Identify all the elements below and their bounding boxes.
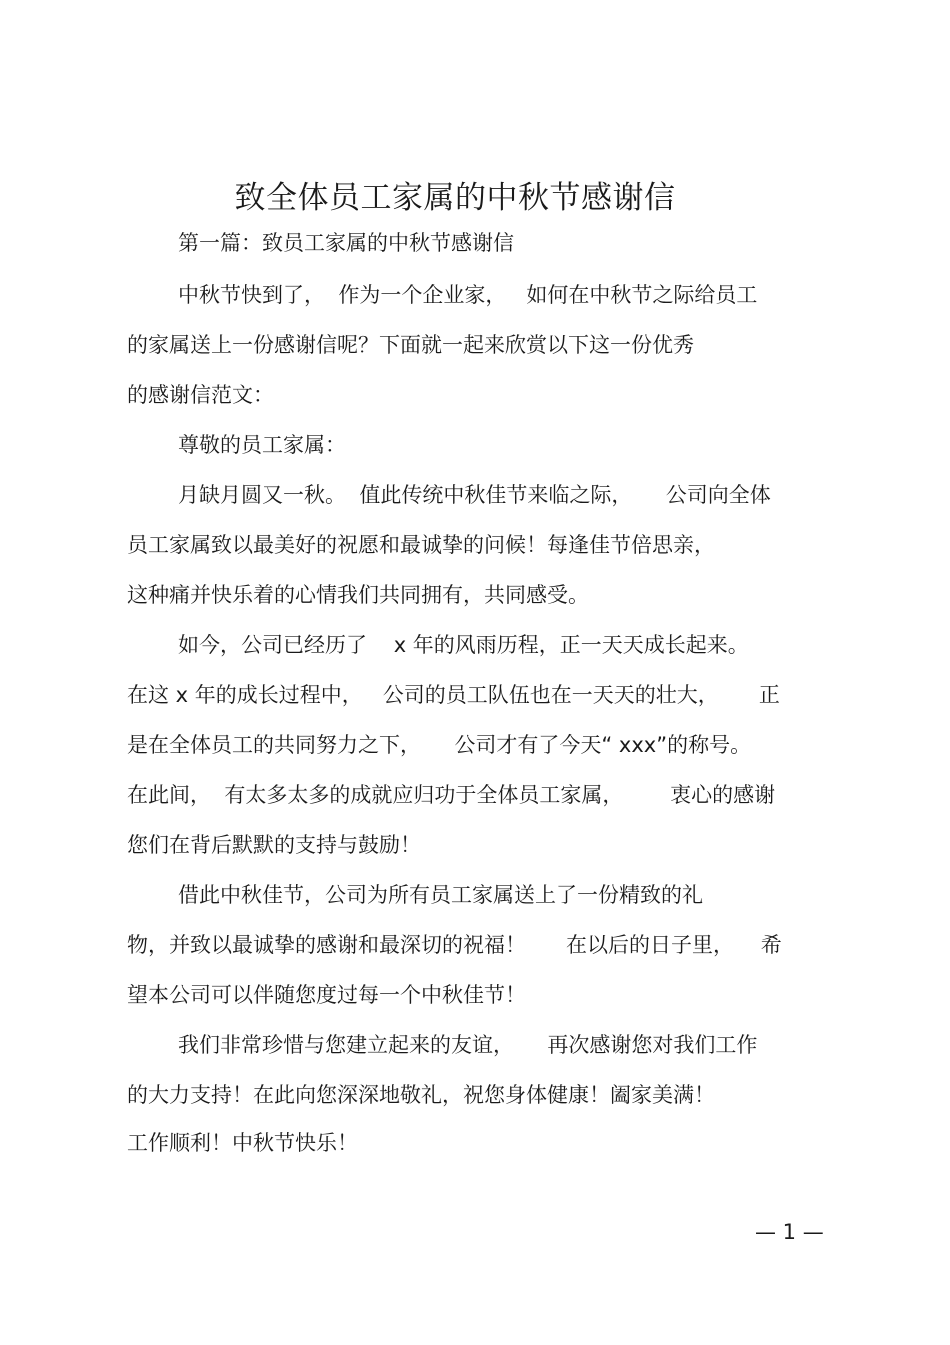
- paragraph-line: 中秋节快到了， 作为一个企业家， 如何在中秋节之际给员工: [178, 283, 758, 307]
- paragraph-line: 在此间， 有太多太多的成就应归功于全体员工家属， 衷心的感谢: [127, 783, 776, 807]
- paragraph-line: 月缺月圆又一秋。 值此传统中秋佳节来临之际， 公司向全体: [178, 483, 771, 507]
- section-heading: 第一篇：致员工家属的中秋节感谢信: [178, 231, 514, 255]
- paragraph-line: 如今，公司已经历了 x 年的风雨历程，正一天天成长起来。: [178, 633, 749, 657]
- paragraph-line: 您们在背后默默的支持与鼓励！: [127, 833, 421, 857]
- paragraph-line: 在这 x 年的成长过程中， 公司的员工队伍也在一天天的壮大， 正: [127, 683, 780, 707]
- document-title: 致全体员工家属的中秋节感谢信: [234, 180, 676, 216]
- paragraph-line: 物，并致以最诚挚的感谢和最深切的祝福！ 在以后的日子里， 希: [127, 933, 782, 957]
- page-number: — 1 —: [755, 1220, 824, 1244]
- paragraph-line: 员工家属致以最美好的祝愿和最诚挚的问候！每逢佳节倍思亲，: [127, 533, 715, 557]
- paragraph-line: 的感谢信范文：: [127, 383, 274, 407]
- paragraph-line: 这种痛并快乐着的心情我们共同拥有，共同感受。: [127, 583, 589, 607]
- salutation: 尊敬的员工家属：: [178, 433, 346, 457]
- paragraph-line: 借此中秋佳节，公司为所有员工家属送上了一份精致的礼: [178, 883, 703, 907]
- paragraph-line: 的大力支持！在此向您深深地敬礼，祝您身体健康！阖家美满！: [127, 1083, 715, 1107]
- paragraph-line: 的家属送上一份感谢信呢？下面就一起来欣赏以下这一份优秀: [127, 333, 694, 357]
- paragraph-line: 望本公司可以伴随您度过每一个中秋佳节！: [127, 983, 526, 1007]
- paragraph-line: 工作顺利！中秋节快乐！: [127, 1131, 358, 1155]
- paragraph-line: 我们非常珍惜与您建立起来的友谊， 再次感谢您对我们工作: [178, 1033, 758, 1057]
- paragraph-line: 是在全体员工的共同努力之下， 公司才有了今天“ xxx”的称号。: [127, 733, 752, 757]
